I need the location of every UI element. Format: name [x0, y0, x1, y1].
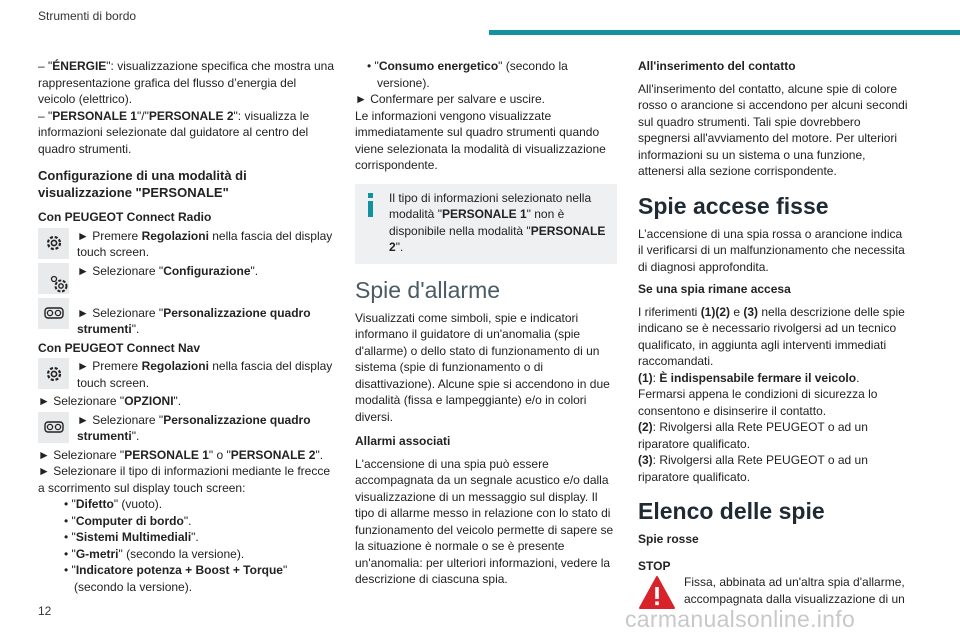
paragraph-personale: – "PERSONALE 1"/"PERSONALE 2": visualizza le informazioni selezionate dal guidatore al centro del quadro strumenti. [38, 108, 310, 156]
heading-inserimento: All'inserimento del contatto [638, 59, 796, 73]
heading-connect-nav: Con PEUGEOT Connect Nav [38, 340, 201, 355]
info-box: Il tipo di informazioni selezionato nella modalità "PERSONALE 1" non è disponibile nella modalità "PERSONALE 2". [355, 184, 617, 264]
step-select-tipo: ► Selezionare il tipo di informazioni mediante le frecce a scorrimento sul display touch screen: [38, 464, 331, 495]
column-2 [355, 58, 617, 588]
heading-configurazione: Configurazione di una modalità di visualizzazione "PERSONALE" [38, 168, 247, 200]
column-3 [638, 58, 910, 614]
heading-elenco-spie: Elenco delle spie [638, 498, 825, 524]
paragraph-energie: – "ÉNERGIE": visualizzazione specifica che mostra una rappresentazione grafica del flusso d’energia del veicolo (elettrico). [38, 59, 334, 106]
step-radio-regolazioni: ► Premere Regolazioni nella fascia del display touch screen. [38, 228, 334, 261]
list-item: • "G-metri" (secondo la versione). [64, 546, 245, 561]
heading-stop: STOP [638, 558, 671, 573]
watermark: carmanualsonline.info [625, 606, 856, 632]
instrument-cluster-icon [38, 412, 69, 443]
list-item: • "Computer di bordo". [64, 513, 192, 528]
paragraph-riferimenti: I riferimenti (1)(2) e (3) nella descrizione delle spie indicano se è necessario rivolgersi ad un tecnico qualificato, in aggiunta agli interventi immediati raccomandati. [638, 304, 905, 368]
list-item: • "Sistemi Multimediali". [64, 530, 199, 544]
step-nav-regolazioni: ► Premere Regolazioni nella fascia del display touch screen. [38, 358, 334, 391]
heading-allarmi-associati: Allarmi associati [355, 434, 451, 448]
ref-1-detail: Fermarsi appena le condizioni di sicurezza lo consentono e disinserire il contatto. [638, 387, 878, 418]
paragraph-informazioni: Le informazioni vengono visualizzate immediatamente sul quadro strumenti quando viene selezionata la modalità di visualizzazione corrispondente. [355, 108, 606, 172]
list-item: • "Consumo energetico" (secondo la versione). [367, 59, 568, 90]
heading-connect-radio: Con PEUGEOT Connect Radio [38, 210, 212, 224]
list-item: • "Indicatore potenza + Boost + Torque" (secondo la versione). [64, 563, 288, 594]
settings-cog-icon [38, 263, 69, 294]
info-icon [368, 193, 373, 217]
paragraph-stop: Fissa, abbinata ad un'altra spia d'allarme, accompagnata dalla visualizzazione di un [684, 575, 905, 606]
heading-spie-allarme: Spie d'allarme [355, 276, 501, 303]
gear-icon [38, 228, 69, 259]
paragraph-inserimento: All'inserimento del contatto, alcune spie di colore rosso o arancione si accendono per alcuni secondi sul quadro strumenti. Tali spie dovrebbero spegnersi all'avviamento del motore. Per ulteriori informazioni su un sistema o una funzione, attenersi alla sezione corrispondente. [638, 81, 908, 178]
paragraph-allarmi: L'accensione di una spia può essere accompagnata da un segnale acustico e/o dalla visualizzazione di un messaggio sul display. Il tipo di allarme messo in relazione con lo stato di funzionamento del veicolo permette di sapere se la situazione è normale o se è presente un'anomalia: per ulteriori informazioni, vedere la descrizione di ciascuna spia. [355, 456, 614, 586]
running-header: Strumenti di bordo [38, 9, 137, 23]
step-nav-personalizzazione: ► Selezionare "Personalizzazione quadro strumenti". [38, 412, 334, 445]
page-number: 12 [38, 604, 52, 618]
heading-spie-rosse: Spie rosse [638, 532, 699, 546]
paragraph-spie: Visualizzati come simboli, spie e indicatori informano il guidatore di un'anomalia (spie d'allarme) o dello stato di funzionamento di un sistema (spie di funzionamento o di disattivazione). Alcune spie si accendono in due modalità (fissa e lampeggiante) e/o in colori diversi. [355, 310, 610, 424]
heading-spie-fisse: Spie accese fisse [638, 192, 829, 219]
step-nav-opzioni: ► Selezionare "OPZIONI". [38, 394, 182, 408]
header-accent-bar [489, 30, 960, 35]
step-radio-personalizzazione: ► Selezionare "Personalizzazione quadro strumenti". [38, 298, 334, 338]
instrument-cluster-icon [38, 298, 69, 329]
paragraph-fisse: L’accensione di una spia rossa o arancione indica il verificarsi di un malfunzionamento che necessita di diagnosi approfondita. [638, 226, 905, 274]
step-select-personale: ► Selezionare "PERSONALE 1" o "PERSONALE 2". [38, 447, 324, 462]
list-item: • "Difetto" (vuoto). [64, 497, 163, 511]
column-1 [38, 58, 334, 595]
gear-icon [38, 358, 69, 389]
ref-3: (3): Rivolgersi alla Rete PEUGEOT o ad un riparatore qualificato. [638, 453, 868, 484]
ref-2: (2): Rivolgersi alla Rete PEUGEOT o ad un riparatore qualificato. [638, 420, 868, 451]
step-radio-configurazione: ► Selezionare "Configurazione". [38, 263, 334, 294]
heading-spia-accesa: Se una spia rimane accesa [638, 282, 791, 296]
ref-1: (1): È indispensabile fermare il veicolo. [638, 370, 860, 385]
step-confermare: ► Confermare per salvare e uscire. [355, 92, 545, 106]
